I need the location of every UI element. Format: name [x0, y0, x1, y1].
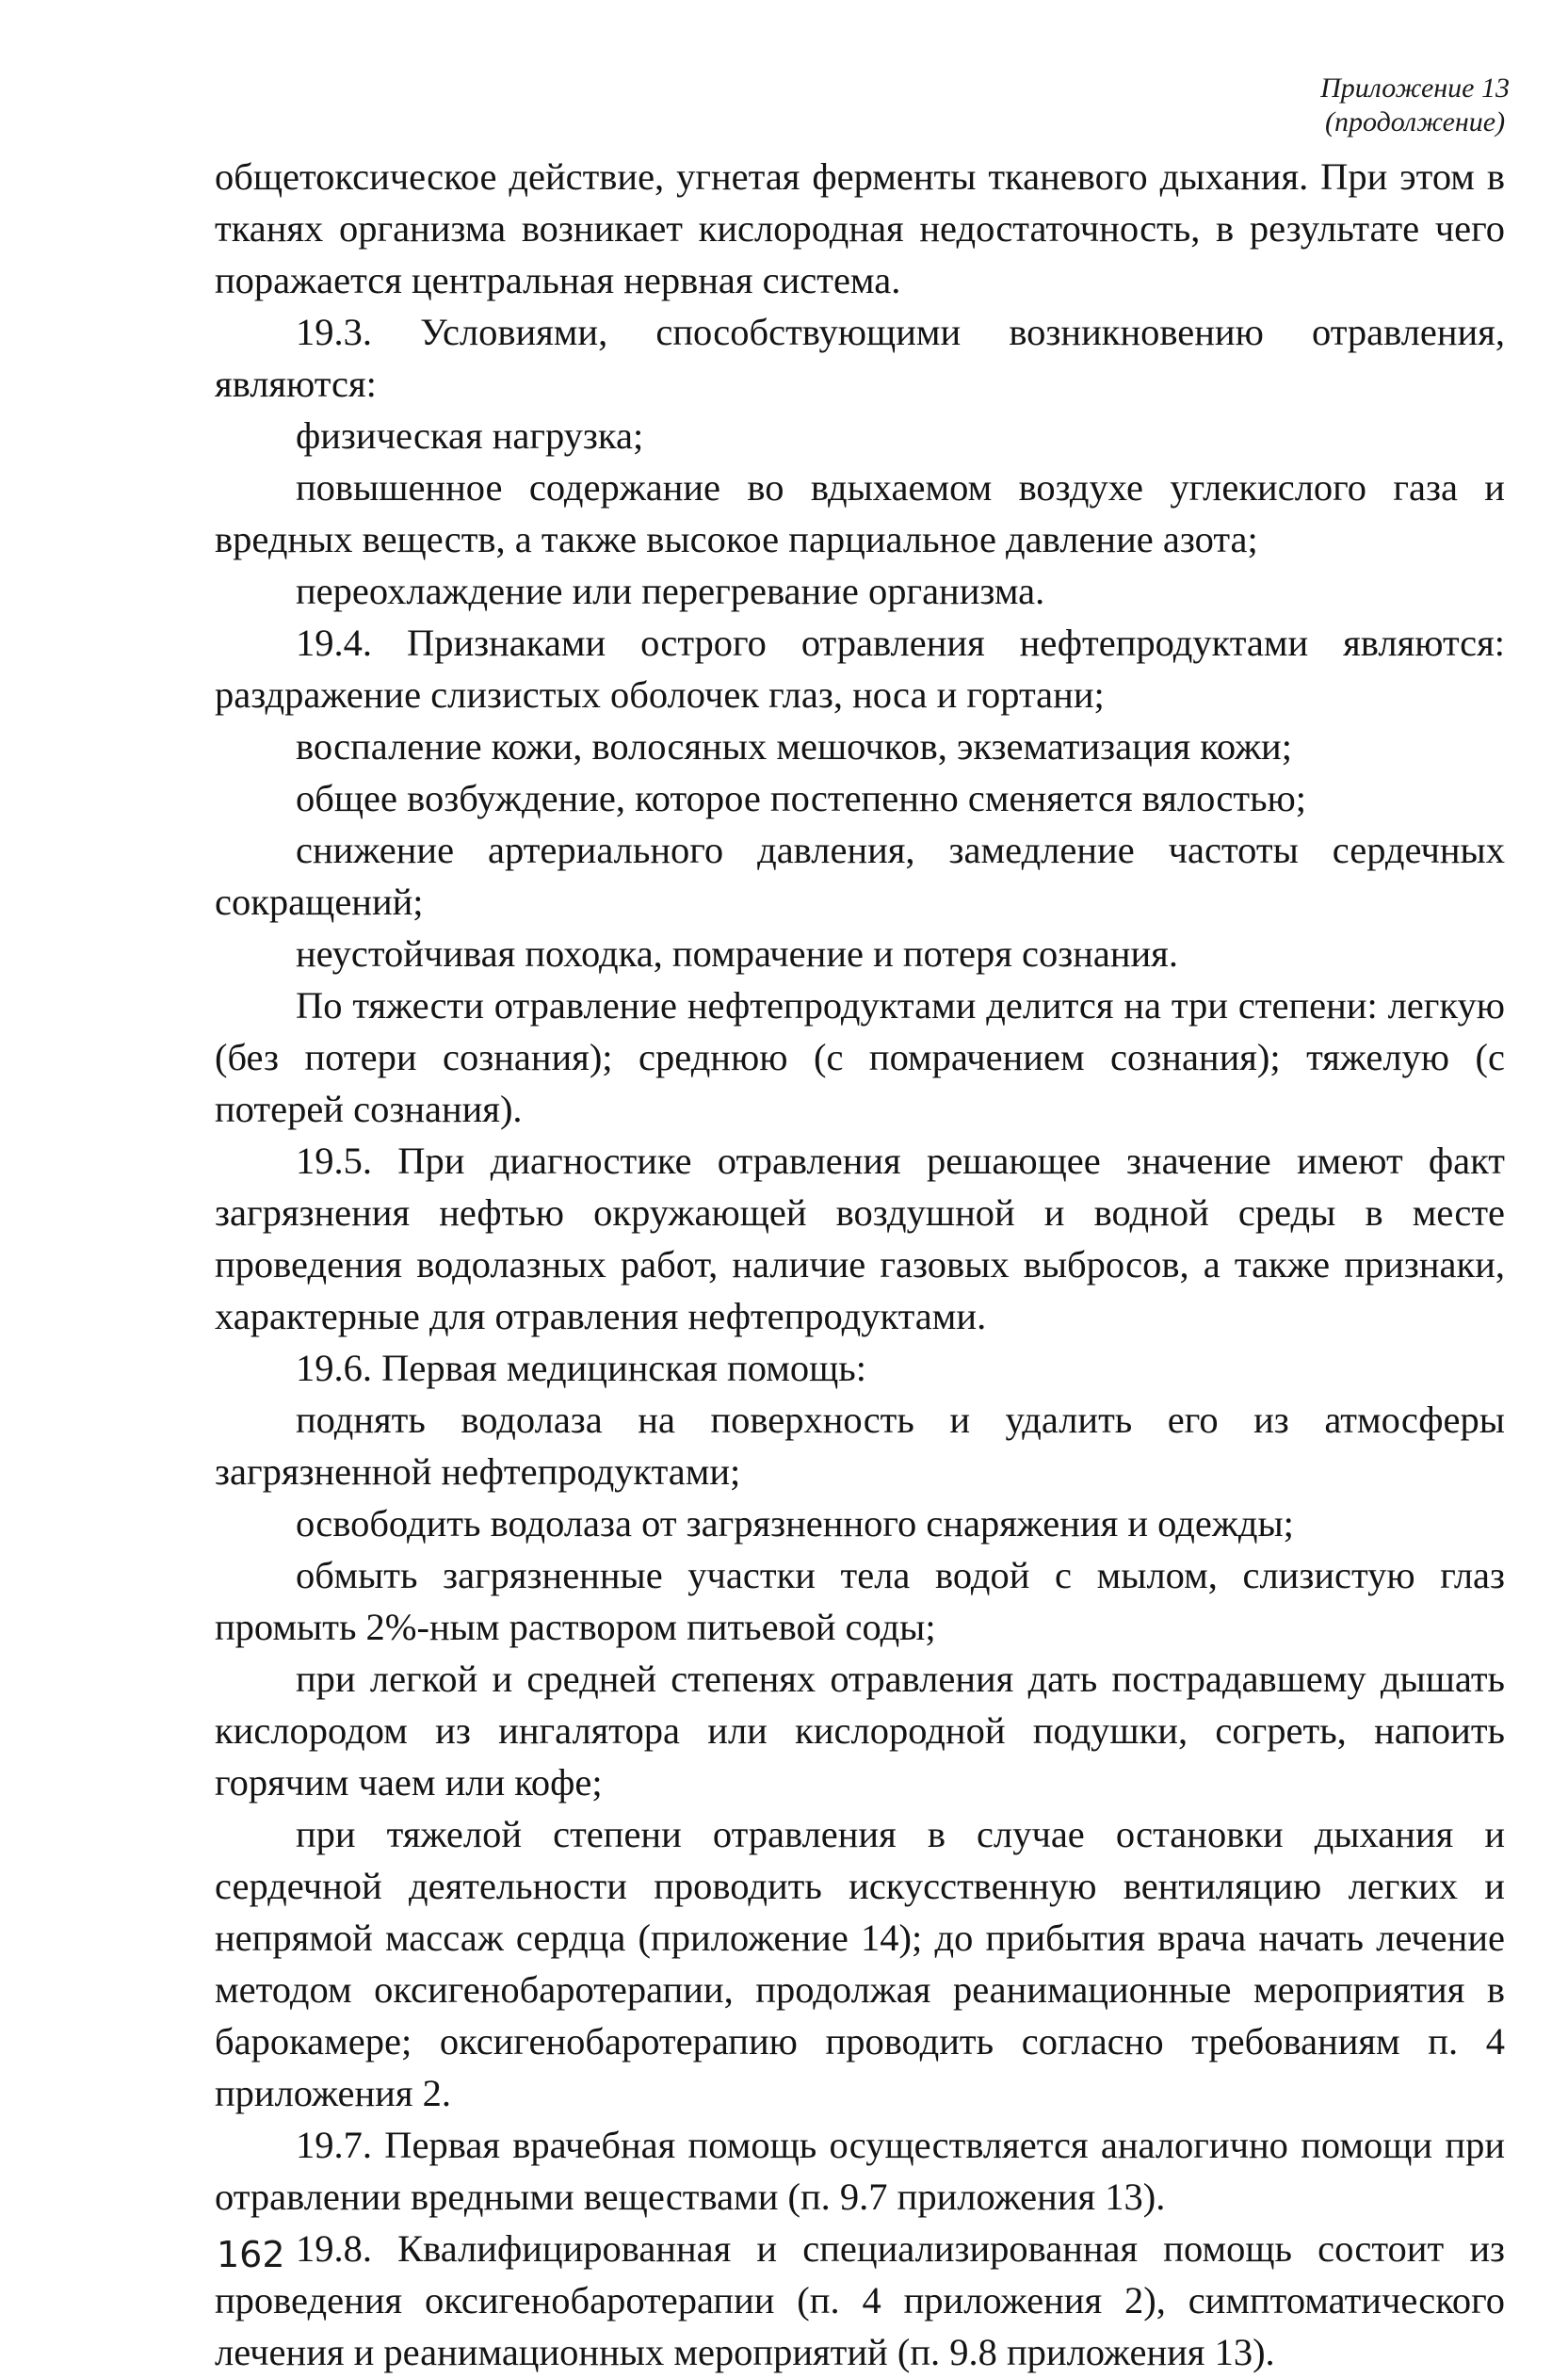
page-number: 162 [217, 2234, 285, 2275]
list-item: поднять водолаза на поверхность и удалить его из атмосферы загрязненной нефтепродуктами; [215, 1399, 1505, 1493]
paragraph: 19.7. Первая врачебная помощь осуществляется аналогично помощи при отравлении вредными веществами (п. 9.7 приложения 13). [215, 2124, 1505, 2218]
list-item: общее возбуждение, которое постепенно сменяется вялостью; [296, 777, 1307, 819]
list-item: освободить водолаза от загрязненного снаряжения и одежды; [296, 1502, 1294, 1545]
list-item: обмыть загрязненные участки тела водой с мылом, слизистую глаз промыть 2%-ным раствором питьевой соды; [215, 1554, 1505, 1648]
paragraph: 19.6. Первая медицинская помощь: [296, 1347, 866, 1389]
list-item: при тяжелой степени отравления в случае остановки дыхания и сердечной деятельности проводить искусственную вентиляцию легких и непрямой массаж сердца (приложение 14); до прибытия врача начать лечение методом оксигенобаротерапии, продолжая реанимационные мероприятия в барокамере; оксигенобаротерапию проводить согласно требованиям п. 4 приложения 2. [215, 1813, 1505, 2114]
paragraph: 19.3. Условиями, способствующими возникновению отравления, являются: [215, 311, 1505, 405]
list-item: повышенное содержание во вдыхаемом воздухе углекислого газа и вредных веществ, а также высокое парциальное давление азота; [215, 466, 1505, 560]
appendix-title: Приложение 13 [1320, 73, 1510, 104]
paragraph: общетоксическое действие, угнетая ферменты тканевого дыхания. При этом в тканях организма возникает кислородная недостаточность, в результате чего поражается центральная нервная система. [215, 155, 1505, 301]
list-item: переохлаждение или перегревание организма. [296, 570, 1045, 612]
appendix-continued: (продолжение) [1324, 106, 1506, 138]
paragraph: По тяжести отравление нефтепродуктами делится на три степени: легкую (без потери сознания); среднюю (с помрачением сознания); тяжелую (с потерей сознания). [215, 984, 1505, 1130]
list-item: физическая нагрузка; [296, 414, 644, 457]
paragraph: 19.8. Квалифицированная и специализированная помощь состоит из проведения оксигенобаротерапии (п. 4 приложения 2), симптоматического лечения и реанимационных мероприятий (п. 9.8 приложения 13). [215, 2227, 1505, 2373]
list-item: снижение артериального давления, замедление частоты сердечных сокращений; [215, 829, 1505, 923]
paragraph: 19.5. При диагностике отравления решающее значение имеют факт загрязнения нефтью окружающей воздушной и водной среды в месте проведения водолазных работ, наличие газовых выбросов, а также признаки, характерные для отравления нефтепродуктами. [215, 1140, 1505, 1337]
paragraph: 19.4. Признаками острого отравления нефтепродуктами являются: раздражение слизистых оболочек глаз, носа и гортани; [215, 622, 1505, 716]
list-item: воспаление кожи, волосяных мешочков, экзематизация кожи; [296, 725, 1292, 768]
list-item: при легкой и средней степенях отравления дать пострадавшему дышать кислородом из ингалятора или кислородной подушки, согреть, напоить горячим чаем или кофе; [215, 1658, 1505, 1804]
appendix-header [1320, 72, 1510, 139]
body-text [215, 151, 1505, 2378]
list-item: неустойчивая походка, помрачение и потеря сознания. [296, 932, 1178, 975]
